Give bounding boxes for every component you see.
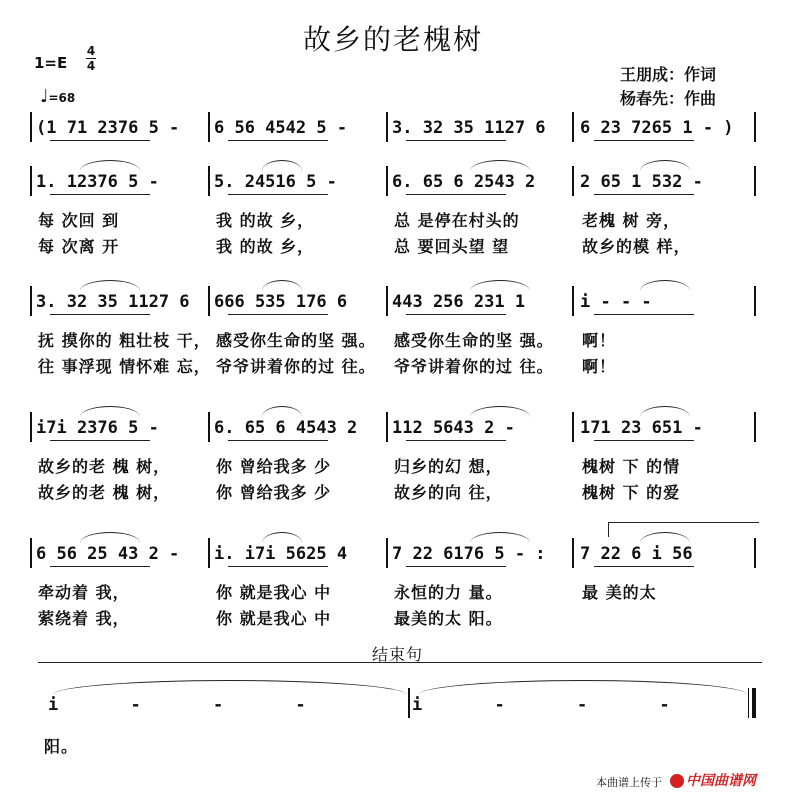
slur-arc bbox=[262, 532, 302, 543]
lyric-line: 槐树 下 的情 bbox=[582, 457, 681, 476]
volta-bracket bbox=[608, 522, 759, 537]
tie-arc bbox=[52, 680, 407, 695]
lyric-line: 总 要回头望 望 bbox=[394, 237, 510, 256]
lyric-line: 故乡的向 往， bbox=[394, 483, 503, 502]
slur-arc bbox=[262, 160, 302, 171]
barline bbox=[408, 688, 410, 718]
measure-notes: 6 56 25 43 2 - bbox=[36, 544, 180, 564]
slur-arc bbox=[470, 160, 530, 171]
measure-notes: 443 256 231 1 bbox=[392, 292, 526, 312]
lyric-line: 感受你生命的坚 强。 bbox=[394, 331, 554, 350]
tempo-value: =68 bbox=[48, 91, 76, 105]
beam-line bbox=[406, 140, 506, 141]
lyric-line: 每 次离 开 bbox=[38, 237, 120, 256]
lyric-line: 抚 摸你的 粗壮枝 干， bbox=[38, 331, 211, 350]
lyric-line: 萦绕着 我， bbox=[38, 609, 130, 628]
barline bbox=[30, 286, 32, 316]
lyric-line: 老槐 树 旁， bbox=[582, 211, 681, 230]
lyric-line: 最 美的太 bbox=[582, 583, 657, 602]
barline bbox=[208, 112, 210, 142]
measure-notes: 6. 65 6 2543 2 bbox=[392, 172, 536, 192]
slur-arc bbox=[640, 160, 690, 171]
logo-icon bbox=[670, 774, 684, 788]
measure-notes: i - - - bbox=[580, 292, 652, 312]
slur-arc bbox=[80, 280, 140, 291]
measure-notes: 6 23 7265 1 - ) bbox=[580, 118, 734, 138]
slur-arc bbox=[80, 406, 140, 417]
lyric-line: 归乡的幻 想， bbox=[394, 457, 503, 476]
barline bbox=[30, 412, 32, 442]
beam-line bbox=[228, 440, 328, 441]
measure-notes: 5. 24516 5 - bbox=[214, 172, 337, 192]
barline bbox=[754, 166, 756, 196]
barline bbox=[572, 286, 574, 316]
measure-notes: 666 535 176 6 bbox=[214, 292, 348, 312]
time-top: 4 bbox=[86, 44, 96, 58]
measure-notes: 2 65 1 532 - bbox=[580, 172, 703, 192]
time-signature bbox=[86, 44, 96, 73]
lyric-line: 故乡的模 样， bbox=[582, 237, 691, 256]
final-barline-thin bbox=[748, 688, 749, 718]
barline bbox=[30, 538, 32, 568]
beam-line bbox=[50, 194, 150, 195]
lyric-line: 啊！ bbox=[582, 331, 617, 350]
tempo-marking bbox=[40, 86, 75, 107]
barline bbox=[208, 412, 210, 442]
barline bbox=[572, 166, 574, 196]
slur-arc bbox=[470, 532, 530, 543]
lyric-line: 啊！ bbox=[582, 357, 617, 376]
ending-measure-1: i - - - bbox=[48, 695, 306, 715]
barline bbox=[572, 538, 574, 568]
slur-arc bbox=[640, 280, 690, 291]
barline bbox=[754, 112, 756, 142]
quarter-note-icon: ♩ bbox=[40, 86, 49, 107]
ending-lyric: 阳。 bbox=[44, 737, 79, 756]
barline bbox=[754, 538, 756, 568]
lyric-line: 你 曾给我多 少 bbox=[216, 457, 332, 476]
slur-arc bbox=[80, 160, 140, 171]
beam-line bbox=[228, 194, 328, 195]
lyric-line: 爷爷讲着你的过 往。 bbox=[394, 357, 554, 376]
key-signature bbox=[34, 54, 67, 72]
barline bbox=[572, 112, 574, 142]
beam-line bbox=[228, 314, 328, 315]
lyric-line: 你 曾给我多 少 bbox=[216, 483, 332, 502]
barline bbox=[386, 166, 388, 196]
beam-line bbox=[406, 314, 506, 315]
lyric-line: 我 的故 乡， bbox=[216, 211, 315, 230]
time-bottom: 4 bbox=[86, 59, 96, 73]
barline bbox=[572, 412, 574, 442]
beam-line bbox=[50, 440, 150, 441]
measure-notes: 7 22 6 i 56 bbox=[580, 544, 693, 564]
beam-line bbox=[50, 140, 150, 141]
lyric-line: 每 次回 到 bbox=[38, 211, 120, 230]
slur-arc bbox=[262, 406, 302, 417]
beam-line bbox=[594, 194, 694, 195]
lyric-line: 往 事浮现 情怀难 忘， bbox=[38, 357, 211, 376]
footer-upload-text: 本曲谱上传于 bbox=[596, 776, 662, 789]
slur-arc bbox=[470, 280, 530, 291]
tie-arc bbox=[418, 680, 748, 695]
ending-label: 结束句 bbox=[372, 645, 424, 664]
barline bbox=[208, 286, 210, 316]
lyric-line: 你 就是我心 中 bbox=[216, 609, 332, 628]
lyric-line: 牵动着 我， bbox=[38, 583, 130, 602]
beam-line bbox=[50, 566, 150, 567]
final-barline-thick bbox=[752, 688, 756, 718]
beam-line bbox=[594, 314, 694, 315]
lyric-line: 爷爷讲着你的过 往。 bbox=[216, 357, 376, 376]
beam-line bbox=[228, 566, 328, 567]
lyric-line: 总 是停在村头的 bbox=[394, 211, 520, 230]
beam-line bbox=[594, 440, 694, 441]
page-title: 故乡的老槐树 bbox=[302, 23, 483, 56]
site-logo bbox=[670, 770, 756, 790]
measure-notes: 6 56 4542 5 - bbox=[214, 118, 348, 138]
beam-line bbox=[50, 314, 150, 315]
logo-text: 中国曲谱网 bbox=[686, 773, 756, 789]
slur-arc bbox=[640, 406, 690, 417]
barline bbox=[754, 286, 756, 316]
barline bbox=[386, 538, 388, 568]
lyricist-credit: 王朋成：作词 bbox=[620, 65, 717, 84]
barline bbox=[386, 286, 388, 316]
lyric-line: 你 就是我心 中 bbox=[216, 583, 332, 602]
slur-arc bbox=[470, 406, 530, 417]
measure-notes: 112 5643 2 - bbox=[392, 418, 515, 438]
key-label: 1=E bbox=[34, 54, 68, 72]
lyric-line: 最美的太 阳。 bbox=[394, 609, 503, 628]
measure-notes: 3. 32 35 1127 6 bbox=[36, 292, 190, 312]
beam-line bbox=[406, 194, 506, 195]
barline bbox=[30, 112, 32, 142]
lyric-line: 永恒的力 量。 bbox=[394, 583, 503, 602]
barline bbox=[208, 538, 210, 568]
measure-notes: (1 71 2376 5 - bbox=[36, 118, 180, 138]
barline bbox=[386, 412, 388, 442]
measure-notes: i. i7i 5625 4 bbox=[214, 544, 348, 564]
beam-line bbox=[228, 140, 328, 141]
lyric-line: 故乡的老 槐 树， bbox=[38, 483, 171, 502]
measure-notes: 6. 65 6 4543 2 bbox=[214, 418, 358, 438]
beam-line bbox=[594, 566, 694, 567]
measure-notes: i7i 2376 5 - bbox=[36, 418, 159, 438]
measure-notes: 171 23 651 - bbox=[580, 418, 703, 438]
measure-notes: 7 22 6176 5 - : bbox=[392, 544, 546, 564]
slur-arc bbox=[80, 532, 140, 543]
beam-line bbox=[594, 140, 694, 141]
measure-notes: 3. 32 35 1127 6 bbox=[392, 118, 546, 138]
beam-line bbox=[406, 566, 506, 567]
barline bbox=[386, 112, 388, 142]
barline bbox=[208, 166, 210, 196]
beam-line bbox=[406, 440, 506, 441]
lyric-line: 我 的故 乡， bbox=[216, 237, 315, 256]
slur-arc bbox=[262, 280, 302, 291]
measure-notes: 1. 12376 5 - bbox=[36, 172, 159, 192]
lyric-line: 槐树 下 的爱 bbox=[582, 483, 681, 502]
lyric-line: 故乡的老 槐 树， bbox=[38, 457, 171, 476]
composer-credit: 杨春先：作曲 bbox=[620, 89, 717, 108]
barline bbox=[30, 166, 32, 196]
barline bbox=[754, 412, 756, 442]
ending-measure-2: i - - - bbox=[412, 695, 670, 715]
lyric-line: 感受你生命的坚 强。 bbox=[216, 331, 376, 350]
